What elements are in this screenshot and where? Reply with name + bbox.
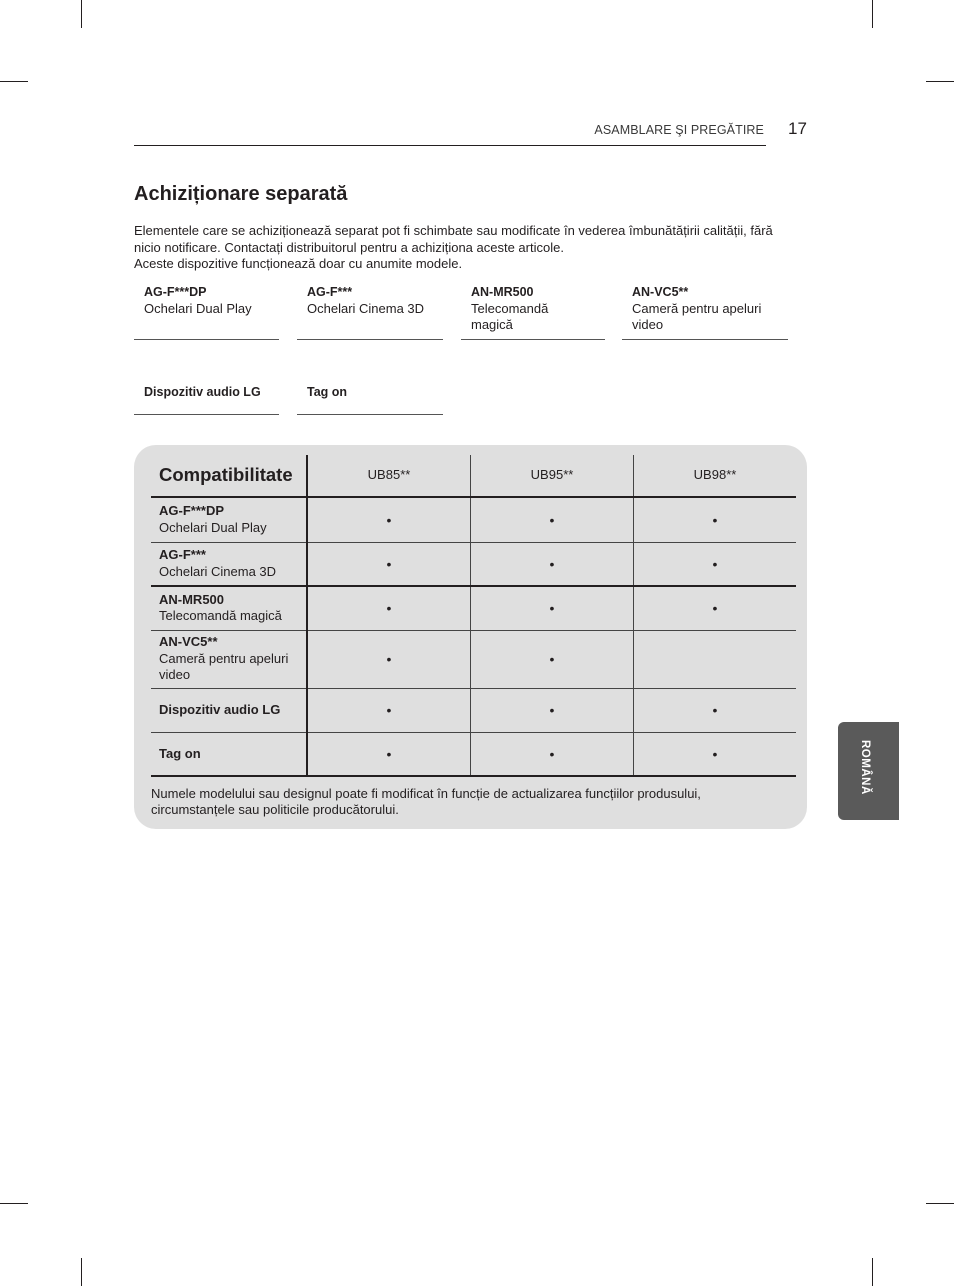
row-code: AG-F*** [159, 547, 206, 563]
row-name: Ochelari Dual Play [159, 519, 267, 535]
section-title: ASAMBLARE ŞI PREGĂTIRE [594, 123, 764, 137]
accessory-code: AG-F***DP [144, 285, 207, 299]
crop-mark [81, 0, 82, 28]
row-code: AN-VC5** [159, 634, 218, 650]
accessory-item [297, 284, 443, 340]
accessory-code: Dispozitiv audio LG [144, 385, 261, 399]
crop-mark [81, 1258, 82, 1286]
row-header [151, 688, 307, 732]
compat-mark: • [471, 542, 634, 586]
table-row [151, 688, 796, 732]
row-code: Dispozitiv audio LG [159, 701, 281, 717]
column-header: UB85** [307, 455, 471, 497]
compat-mark: • [307, 497, 471, 542]
crop-mark [926, 1203, 954, 1204]
accessory-item [461, 284, 605, 340]
row-name: Cameră pentru apeluri video [159, 650, 289, 683]
compat-mark: • [634, 497, 797, 542]
accessory-item [134, 384, 279, 415]
crop-mark [872, 0, 873, 28]
row-code: AG-F***DP [159, 503, 225, 519]
row-header [151, 497, 307, 542]
compat-mark: • [634, 688, 797, 732]
column-header: UB98** [634, 455, 797, 497]
table-row [151, 732, 796, 776]
compat-mark: • [471, 586, 634, 630]
table-row [151, 630, 796, 688]
compat-mark [634, 630, 797, 688]
crop-mark [872, 1258, 873, 1286]
page-number: 17 [788, 119, 807, 138]
compat-mark: • [307, 542, 471, 586]
intro-paragraph: Aceste dispozitive funcționează doar cu anumite modele. [134, 256, 463, 271]
compat-mark: • [307, 732, 471, 776]
row-name: Telecomandă magică [159, 608, 282, 624]
compat-mark: • [471, 497, 634, 542]
page-title: Achiziționare separată [134, 183, 348, 205]
table-row [151, 542, 796, 586]
row-header [151, 542, 307, 586]
row-code: Tag on [159, 745, 201, 761]
accessory-name: Ochelari Cinema 3D [307, 300, 425, 316]
compat-mark: • [634, 542, 797, 586]
row-header [151, 630, 307, 688]
intro-paragraph: Elementele care se achiziționează separat pot fi schimbate sau modificate în vederea îmbunătățirii calității, fără nicio notificare. Contactați distribuitorul pentru a achiziționa aceste articole. [134, 223, 773, 255]
accessory-item [297, 384, 443, 415]
crop-mark [0, 81, 28, 82]
compat-mark: • [307, 586, 471, 630]
compatibility-title: Compatibilitate [151, 455, 307, 497]
accessory-item [134, 284, 279, 340]
accessory-code: Tag on [307, 385, 348, 399]
accessory-code: AN-MR500 [471, 285, 534, 299]
compat-mark: • [307, 688, 471, 732]
language-tab [838, 722, 899, 820]
table-row [151, 497, 796, 542]
compat-mark: • [471, 732, 634, 776]
accessory-item [622, 284, 788, 340]
compatibility-note: Numele modelului sau designul poate fi modificat în funcție de actualizarea funcțiilor produsului, circumstanțele sau politicile producătorului. [151, 786, 701, 817]
compatibility-table [151, 455, 796, 777]
accessory-name: Ochelari Dual Play [144, 300, 252, 316]
compat-mark: • [634, 586, 797, 630]
column-header: UB95** [471, 455, 634, 497]
compat-mark: • [471, 688, 634, 732]
compat-mark: • [471, 630, 634, 688]
row-name: Ochelari Cinema 3D [159, 563, 277, 579]
language-label: ROMÂNĂ [859, 740, 871, 795]
accessory-name: Telecomandă magică [471, 300, 549, 332]
accessory-name: Cameră pentru apeluri video [632, 300, 762, 332]
crop-mark [0, 1203, 28, 1204]
row-header [151, 586, 307, 630]
table-header-row [151, 455, 796, 497]
table-row [151, 586, 796, 630]
compat-mark: • [307, 630, 471, 688]
accessory-code: AN-VC5** [632, 285, 689, 299]
crop-mark [926, 81, 954, 82]
accessory-code: AG-F*** [307, 285, 353, 299]
running-header [134, 118, 766, 146]
compat-mark: • [634, 732, 797, 776]
row-header [151, 732, 307, 776]
intro-text [134, 223, 794, 273]
row-code: AN-MR500 [159, 591, 225, 607]
